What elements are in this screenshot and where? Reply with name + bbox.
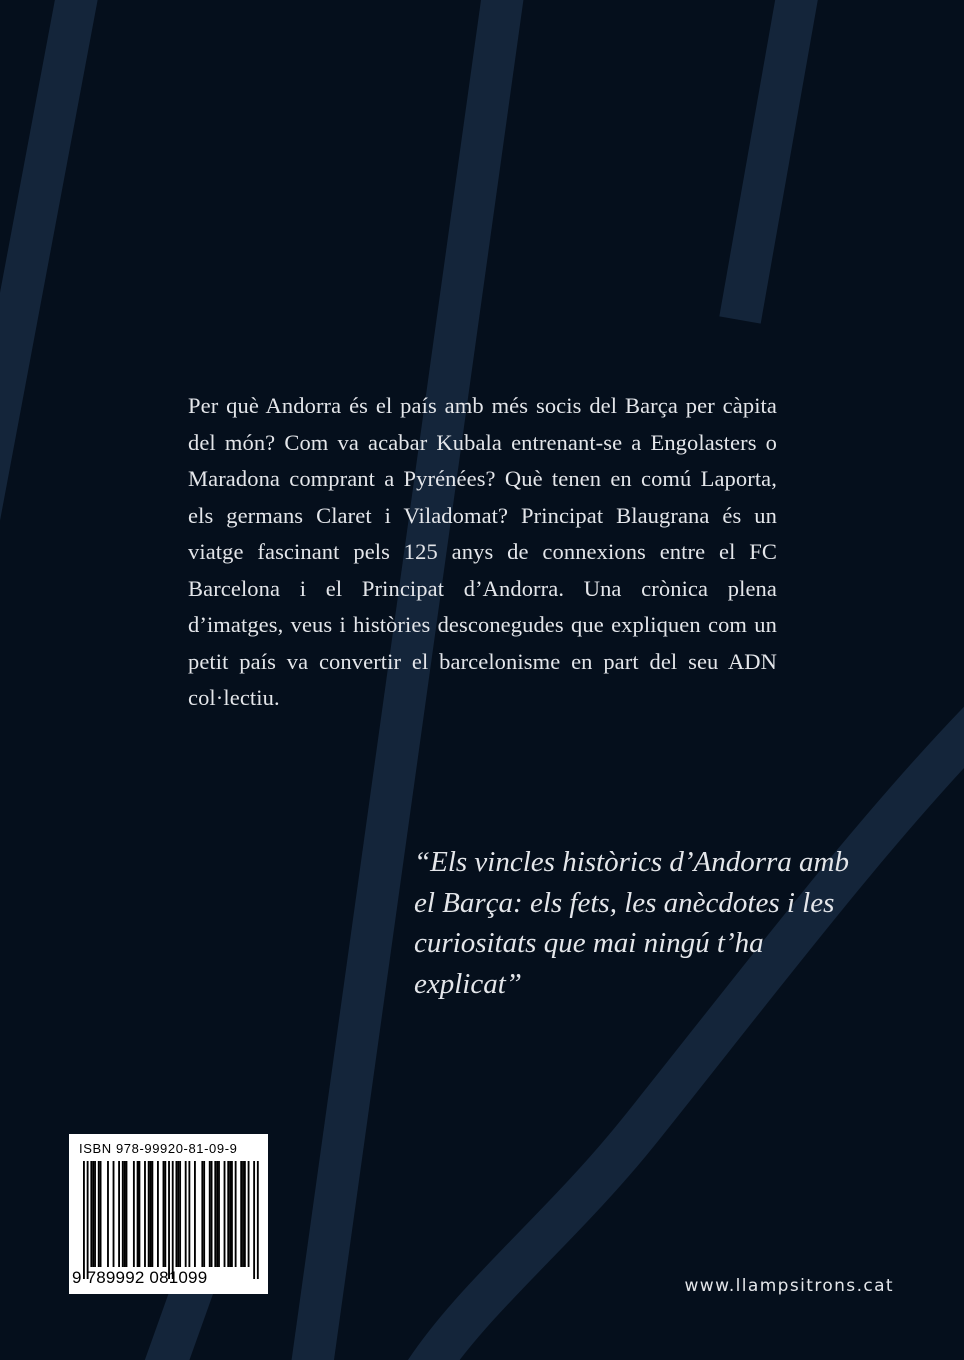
barcode-bar (253, 1161, 255, 1279)
barcode-bar (94, 1161, 96, 1267)
barcode-bar (124, 1161, 126, 1267)
barcode-bar (157, 1161, 159, 1267)
barcode-bar (185, 1161, 187, 1267)
barcode-bar (107, 1161, 109, 1267)
barcode-bar (87, 1161, 89, 1279)
barcode-bar (118, 1161, 120, 1267)
barcode-bar (139, 1161, 141, 1267)
barcode-bar (244, 1161, 246, 1267)
barcode-bar (188, 1161, 190, 1267)
barcode-bar (100, 1161, 102, 1267)
barcode-bar (90, 1161, 92, 1267)
barcode-bar (137, 1161, 139, 1267)
barcode-bar (144, 1161, 146, 1267)
back-cover-blurb: Per què Andorra és el país amb més socis del Barça per càpita del món? Com va acabar Kubala entrenant-se a Engolasters o Maradona comprant a Pyrénées? Què tenen en comú Laporta, els germans Claret i Viladomat? Principat Blaugrana és un viatge fascinant pels 125 anys de connexions entre el FC Barcelona i el Principat d’Andorra. Una crònica plena d’imatges, veus i històries desconegudes que expliquen com un petit país va convertir el barcelonisme en part del seu ADN col·lectiu. (188, 393, 777, 710)
barcode-bar (231, 1161, 233, 1267)
barcode-bar (177, 1161, 179, 1267)
barcode-bar (242, 1161, 244, 1267)
barcode-bar (235, 1161, 237, 1267)
barcode-bar (240, 1161, 242, 1267)
barcode-bar (83, 1161, 85, 1279)
barcode-bar (194, 1161, 196, 1267)
barcode-bar (126, 1161, 128, 1267)
barcode-bar (164, 1161, 166, 1267)
publisher-website: www.llampsitrons.cat (684, 1276, 894, 1296)
background-diagonal-stroke-left (0, 0, 80, 620)
background-curve-stroke (420, 700, 964, 1360)
barcode-bar (176, 1161, 178, 1267)
isbn-barcode (69, 1134, 268, 1294)
background-diagonal-stroke-right (740, 0, 800, 320)
barcode-bar (229, 1161, 231, 1267)
barcode-bar (148, 1161, 150, 1267)
barcode-bar (224, 1161, 226, 1267)
barcode-bar (248, 1161, 250, 1267)
barcode-bar (133, 1161, 135, 1267)
barcode-bar (92, 1161, 94, 1267)
barcode-bar (227, 1161, 229, 1267)
barcode-bar (257, 1161, 259, 1279)
barcode-bar (113, 1161, 115, 1267)
barcode-bar (179, 1161, 181, 1267)
isbn-label: ISBN 978-99920-81-09-9 (79, 1141, 238, 1156)
barcode-bar (98, 1161, 100, 1267)
barcode-bar (151, 1161, 153, 1267)
barcode-bar (201, 1161, 203, 1267)
ean-digits: 9 789992 081099 (72, 1268, 208, 1287)
barcode-bar (209, 1161, 211, 1267)
barcode-bar (163, 1161, 165, 1267)
barcode-bar (216, 1161, 218, 1267)
barcode-bar (218, 1161, 220, 1267)
barcode-bar (168, 1161, 170, 1279)
barcode-bar (172, 1161, 174, 1279)
barcode-bar (214, 1161, 216, 1267)
barcode-bar (150, 1161, 152, 1267)
pull-quote: “Els vincles històrics d’Andorra amb el Barça: els fets, les anècdotes i les curiositats que mai ningú t’ha explicat” (414, 846, 849, 1000)
barcode-bar (203, 1161, 205, 1267)
barcode-bar (122, 1161, 124, 1267)
barcode-bar (211, 1161, 213, 1267)
